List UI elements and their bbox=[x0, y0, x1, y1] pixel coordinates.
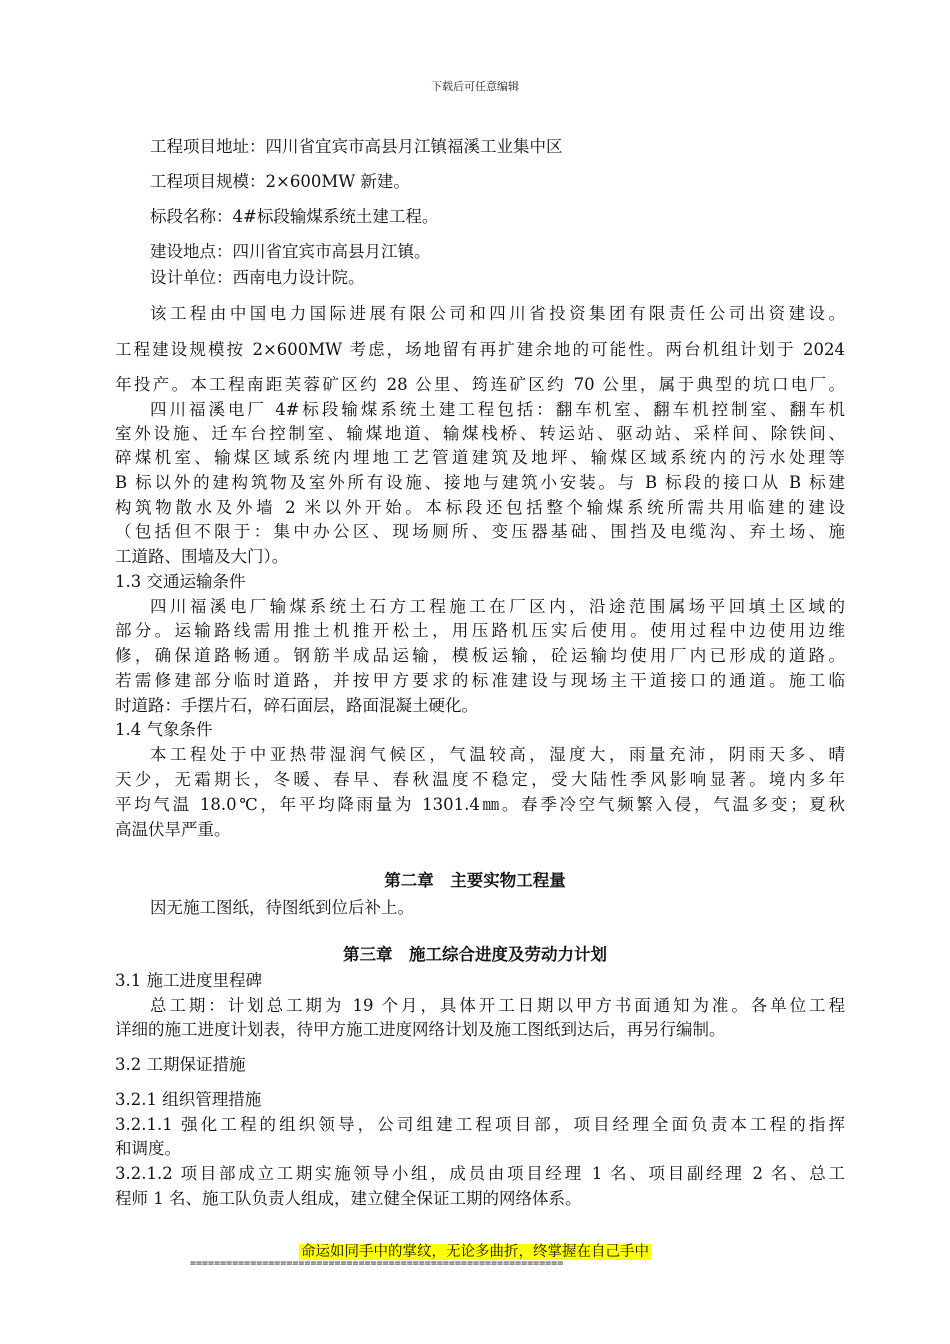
paragraph-line: 四川福溪电厂 4#标段输煤系统土建工程包括：翻车机室、翻车机控制室、翻车机 bbox=[150, 400, 845, 419]
paragraph-line: 工道路、围墙及大门）。 bbox=[115, 547, 289, 566]
paragraph-line: 因无施工图纸，待图纸到位后补上。 bbox=[150, 898, 414, 917]
paragraph-line: 详细的施工进度计划表，待甲方施工进度网络计划及施工图纸到达后，再另行编制。 bbox=[115, 1020, 726, 1039]
chapter-title: 第三章 施工综合进度及劳动力计划 bbox=[343, 945, 607, 964]
paragraph-line: 平均气温 18.0℃，年平均降雨量为 1301.4㎜。春季冷空气频繁入侵，气温多变；夏秋 bbox=[115, 795, 845, 814]
paragraph-line: 3.2.1.2 项目部成立工期实施领导小组，成员由项目经理 1 名、项目副经理 2 名、总工 bbox=[115, 1164, 845, 1183]
paragraph-line: 和调度。 bbox=[115, 1139, 181, 1158]
paragraph-line: 高温伏旱严重。 bbox=[115, 820, 231, 839]
paragraph-line: 四川福溪电厂输煤系统土石方工程施工在厂区内，沿途范围属场平回填土区域的 bbox=[150, 597, 845, 616]
paragraph-line: 构筑物散水及外墙 2 米以外开始。本标段还包括整个输煤系统所需共用临建的建设 bbox=[115, 498, 845, 517]
footer-motto: 命运如同手中的掌纹，无论多曲折，终掌握在自己手中 bbox=[301, 1244, 649, 1260]
project-address: 工程项目地址：四川省宜宾市高县月江镇福溪工业集中区 bbox=[150, 137, 563, 156]
paragraph-line: 修，确保道路畅通。钢筋半成品运输，模板运输，砼运输均使用厂内已形成的道路。 bbox=[115, 646, 845, 665]
paragraph-line: 碎煤机室、输煤区域系统内埋地工艺管道建筑及地坪、输煤区域系统内的污水处理等 bbox=[115, 448, 845, 467]
paragraph-line: 部分。运输路线需用推土机推开松土，用压路机压实后使用。使用过程中边使用边维 bbox=[115, 621, 845, 640]
section-heading: 3.2.1 组织管理措施 bbox=[115, 1090, 262, 1109]
section-heading: 1.4 气象条件 bbox=[115, 720, 213, 739]
paragraph-line: 本工程处于中亚热带湿润气候区，气温较高，湿度大，雨量充沛，阴雨天多、晴 bbox=[150, 745, 845, 764]
page-header: 下载后可任意编辑 bbox=[431, 80, 519, 93]
paragraph-line: （包括但不限于：集中办公区、现场厕所、变压器基础、围挡及电缆沟、弃土场、施 bbox=[115, 522, 845, 541]
chapter-title: 第二章 主要实物工程量 bbox=[384, 871, 566, 890]
paragraph-line: 工程建设规模按 2×600MW 考虑，场地留有再扩建余地的可能性。两台机组计划于 2024 bbox=[115, 340, 845, 359]
paragraph-line: 该工程由中国电力国际进展有限公司和四川省投资集团有限责任公司出资建设。 bbox=[150, 304, 845, 323]
paragraph-line: B 标以外的建构筑物及室外所有设施、接地与建筑小安装。与 B 标段的接口从 B 标建 bbox=[115, 473, 845, 492]
paragraph-line: 总工期：计划总工期为 19 个月，具体开工日期以甲方书面通知为准。各单位工程 bbox=[150, 996, 845, 1015]
paragraph-line: 程师 1 名、施工队负责人组成，建立健全保证工期的网络体系。 bbox=[115, 1189, 582, 1208]
section-heading: 3.1 施工进度里程碑 bbox=[115, 971, 262, 990]
footer-rule: ============================================================== bbox=[190, 1258, 564, 1269]
paragraph-line: 年投产。本工程南距芙蓉矿区约 28 公里、筠连矿区约 70 公里，属于典型的坑口电厂。 bbox=[115, 375, 845, 394]
section-heading: 3.2 工期保证措施 bbox=[115, 1055, 246, 1074]
section-heading: 1.3 交通运输条件 bbox=[115, 572, 246, 591]
section-name: 标段名称：4#标段输煤系统土建工程。 bbox=[150, 207, 439, 226]
paragraph-line: 室外设施、迁车台控制室、输煤地道、输煤栈桥、转运站、驱动站、采样间、除铁间、 bbox=[115, 424, 845, 443]
paragraph-line: 3.2.1.1 强化工程的组织领导，公司组建工程项目部，项目经理全面负责本工程的指挥 bbox=[115, 1115, 845, 1134]
paragraph-line: 天少，无霜期长，冬暖、春早、春秋温度不稳定，受大陆性季风影响显著。境内多年 bbox=[115, 770, 845, 789]
construction-site: 建设地点：四川省宜宾市高县月江镇。 bbox=[150, 242, 431, 261]
design-unit: 设计单位：西南电力设计院。 bbox=[150, 268, 365, 287]
project-scale: 工程项目规模：2×600MW 新建。 bbox=[150, 172, 410, 191]
paragraph-line: 时道路：手摆片石，碎石面层，路面混凝土硬化。 bbox=[115, 696, 478, 715]
paragraph-line: 若需修建部分临时道路，并按甲方要求的标准建设与现场主干道接口的通道。施工临 bbox=[115, 671, 845, 690]
